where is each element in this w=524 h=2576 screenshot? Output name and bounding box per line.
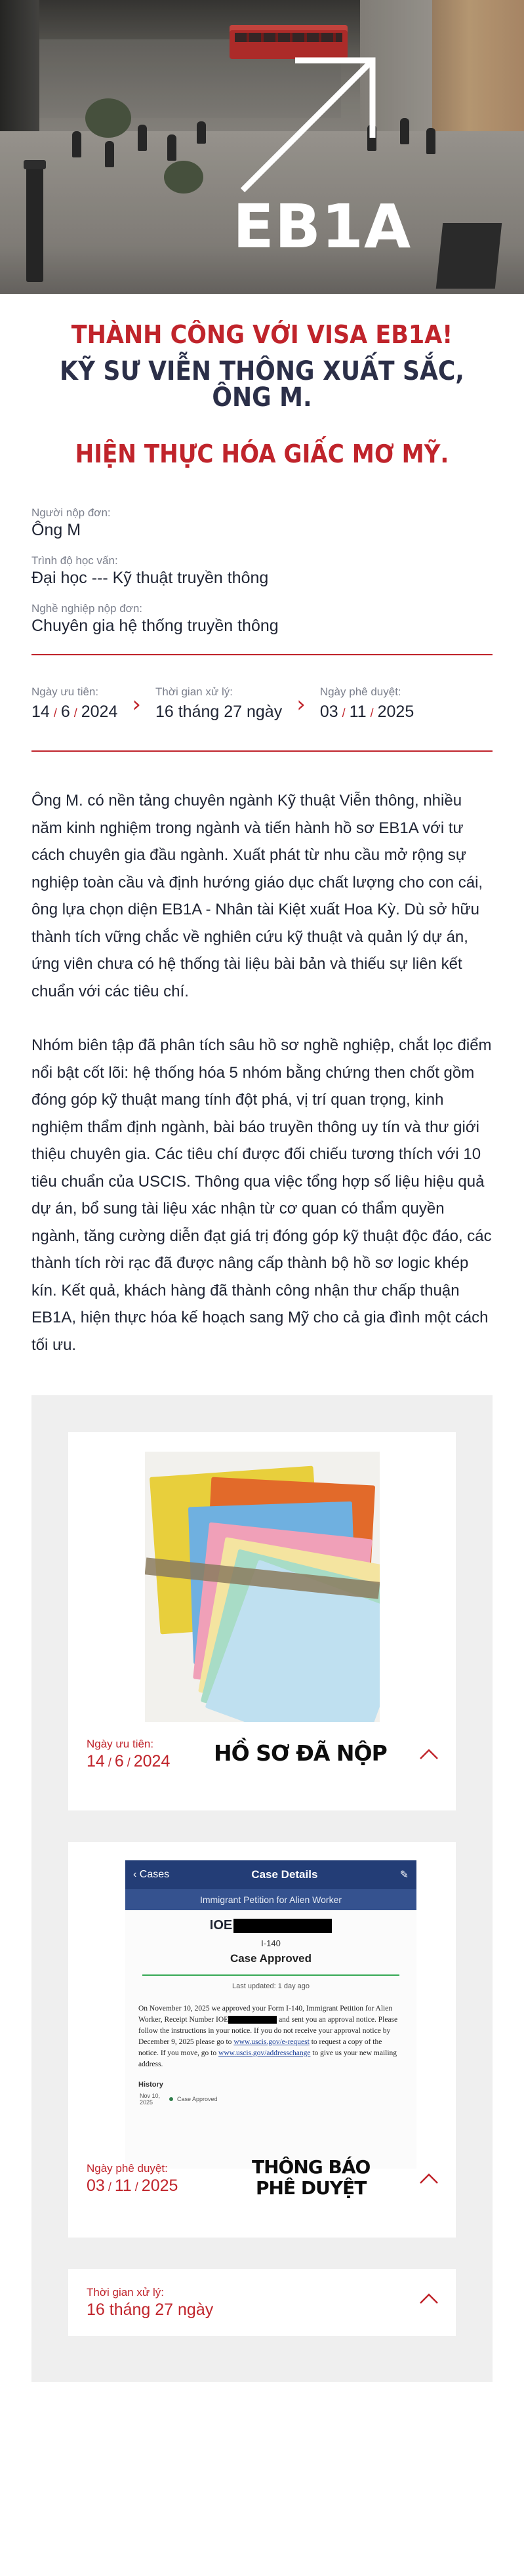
card-approved-day: 03 bbox=[87, 2177, 105, 2195]
card-approved-label: Ngày phê duyệt: bbox=[87, 2162, 168, 2175]
headline-dream: HIỆN THỰC HÓA GIẤC MƠ MỸ. bbox=[75, 440, 449, 468]
chevron-up-icon[interactable] bbox=[419, 2173, 439, 2184]
timeline bbox=[0, 685, 524, 722]
card-approved-year: 2025 bbox=[141, 2177, 178, 2195]
card-approved-title bbox=[252, 2157, 370, 2199]
occupation-label: Nghề nghiệp nộp đơn: bbox=[31, 602, 143, 615]
phone-receipt bbox=[125, 1918, 416, 1933]
phone-body-4: to give us your new mailing address. bbox=[138, 2049, 397, 2068]
phone-history-date-1: Nov 10, bbox=[140, 2093, 161, 2099]
card-filed-year: 2024 bbox=[133, 1752, 171, 1770]
chevron-left-icon: ‹ bbox=[133, 1869, 140, 1880]
status-dot-icon bbox=[169, 2097, 173, 2101]
card-filed-day: 14 bbox=[87, 1752, 105, 1770]
phone-history-label: History bbox=[138, 2081, 163, 2089]
processing-label: Thời gian xử lý: bbox=[155, 685, 233, 698]
date-separator: / bbox=[73, 706, 77, 720]
phone-link-request: www.uscis.gov/e-request bbox=[233, 2038, 310, 2046]
phone-history-event: Case Approved bbox=[177, 2096, 218, 2102]
education-label: Trình độ học vấn: bbox=[31, 554, 118, 567]
card-filed-month: 6 bbox=[114, 1752, 124, 1770]
profile-info bbox=[0, 506, 524, 636]
phone-body-2: and sent you an approval notice. Please follow the instructions in your notice. If you do not receive your approval notice by December 9, 2025 please go to bbox=[138, 2016, 398, 2046]
divider bbox=[31, 654, 493, 655]
phone-body bbox=[138, 2003, 403, 2070]
phone-history-row bbox=[140, 2093, 403, 2106]
phone-nav-title: Case Details bbox=[251, 1868, 318, 1881]
redaction-bar bbox=[228, 2016, 277, 2024]
approval-day: 03 bbox=[319, 703, 338, 721]
date-separator: / bbox=[108, 2180, 111, 2194]
priority-date bbox=[31, 703, 117, 722]
education-group bbox=[31, 554, 493, 588]
priority-label: Ngày ưu tiên: bbox=[31, 685, 99, 698]
phone-body-1: On November 10, 2025 we approved your Form I-140, Immigrant Petition for Alien Worker, Receipt Number IOE bbox=[138, 2005, 393, 2024]
phone-subtitle: Immigrant Petition for Alien Worker bbox=[125, 1889, 416, 1910]
card-filed-meta bbox=[87, 1738, 170, 1771]
phone-link-address: www.uscis.gov/addresschange bbox=[218, 2049, 311, 2057]
card-processing-meta bbox=[87, 2286, 213, 2320]
card-approved-month: 11 bbox=[114, 2177, 132, 2195]
date-separator: / bbox=[134, 2180, 138, 2194]
approval-label: Ngày phê duyệt: bbox=[319, 685, 401, 698]
headline-engineer-line1: KỸ SƯ VIỄN THÔNG XUẤT SẮC, bbox=[60, 356, 464, 386]
phone-body-3: to request a copy of the notice. If you move, go to bbox=[138, 2038, 382, 2057]
evidence-section bbox=[31, 1395, 493, 2382]
card-approved-title-line2: PHÊ DUYỆT bbox=[256, 2177, 367, 2199]
case-story bbox=[0, 787, 524, 1359]
card-processing-label: Thời gian xử lý: bbox=[87, 2286, 164, 2299]
story-paragraph-1: Ông M. có nền tảng chuyên ngành Kỹ thuật Viễn thông, nhiều năm kinh nghiệm trong ngành và tiến hành hồ sơ EB1A với tư cách chuyên gia đầu ngành. Xuất phát từ nhu cầu mở rộng sự nghiệp toàn cầu và định hướng giáo dục chất lượng cho con cái, ông lựa chọn diện EB1A - Nhân tài Kiệt xuất Hoa Kỳ. Dù sở hữu thành tích vững chắc về nghiên cứu kỹ thuật và quản lý dự án, ứng viên chưa có hệ thống tài liệu bài bản và thiếu sự liên kết chuẩn với các tiêu chí. bbox=[31, 792, 483, 1000]
card-filed-date bbox=[87, 1752, 170, 1771]
headline-engineer bbox=[26, 358, 498, 411]
date-separator: / bbox=[342, 706, 346, 720]
date-separator: / bbox=[108, 1756, 111, 1769]
date-separator: / bbox=[370, 706, 374, 720]
phone-back-label: Cases bbox=[139, 1869, 170, 1880]
timeline-processing bbox=[155, 685, 282, 722]
timeline-approval bbox=[320, 685, 414, 722]
approval-year: 2025 bbox=[377, 703, 414, 721]
phone-status: Case Approved bbox=[230, 1952, 312, 1965]
documents-photo bbox=[145, 1452, 380, 1722]
chevron-up-icon[interactable] bbox=[419, 1748, 439, 1760]
headline-success: THÀNH CÔNG VỚI VISA EB1A! bbox=[71, 320, 453, 349]
story-paragraph-2: Nhóm biên tập đã phân tích sâu hồ sơ nghề nghiệp, chắt lọc điểm nổi bật cốt lõi: hệ thống hóa 5 nhóm bằng chứng then chốt gồm đóng góp kỹ thuật mang tính đột phá, vị trí quan trọng, kinh nghiệm thẩm định ngành, bài báo truyền thông uy tín và thư giới thiệu chuyên gia. Các tiêu chí được đối chiếu tương thích với 10 tiêu chuẩn của USCIS. Thông qua việc tổng hợp số liệu hiệu quả dự án, bổ sung tài liệu xác nhận từ cơ quan có thẩm quyền ngành, tăng cường diễn đạt giá trị đóng góp kỹ thuật độc đáo, các thành tích rời rạc đã được nâng cấp thành bộ hồ sơ logic khép kín. Kết quả, khách hàng đã thành công nhận thư chấp thuận EB1A, hiện thực hóa kế hoạch sang Mỹ cho cả gia đình một cách tối ưu. bbox=[31, 1036, 492, 1354]
uscis-case-screenshot bbox=[125, 1860, 416, 2169]
occupation-value: Chuyên gia hệ thống truyền thông bbox=[31, 617, 279, 635]
headline-engineer-line2: ÔNG M. bbox=[212, 382, 312, 413]
education-value: Đại học --- Kỹ thuật truyền thông bbox=[31, 569, 269, 587]
pencil-icon: ✎ bbox=[399, 1870, 409, 1881]
divider bbox=[31, 750, 493, 752]
redaction-bar bbox=[233, 1919, 332, 1933]
eb1a-logo: EB1A bbox=[233, 192, 412, 262]
phone-updated: Last updated: 1 day ago bbox=[232, 1982, 310, 1990]
hero-banner bbox=[0, 0, 524, 294]
card-processing-value: 16 tháng 27 ngày bbox=[87, 2300, 214, 2319]
chevron-right-icon: › bbox=[132, 691, 141, 718]
timeline-priority bbox=[31, 685, 117, 722]
priority-month: 6 bbox=[60, 703, 70, 721]
date-separator: / bbox=[127, 1756, 131, 1769]
chevron-right-icon: › bbox=[296, 691, 306, 718]
card-approved-meta bbox=[87, 2162, 178, 2196]
phone-status-bar bbox=[142, 1974, 399, 1976]
card-approved-title-line1: THÔNG BÁO bbox=[252, 2156, 371, 2178]
applicant-group bbox=[31, 506, 493, 540]
applicant-label: Người nộp đơn: bbox=[31, 506, 111, 519]
arrow-up-right-icon bbox=[236, 46, 387, 197]
priority-year: 2024 bbox=[81, 703, 118, 721]
date-separator: / bbox=[53, 706, 57, 720]
phone-form: I-140 bbox=[261, 1938, 281, 1948]
card-approved-date bbox=[87, 2177, 178, 2196]
phone-history-date bbox=[140, 2093, 160, 2106]
card-filed-title: HỒ SƠ ĐÃ NỘP bbox=[214, 1740, 387, 1766]
card-approved bbox=[68, 1842, 456, 2238]
processing-value: 16 tháng 27 ngày bbox=[155, 703, 283, 721]
occupation-group bbox=[31, 602, 493, 636]
phone-navbar bbox=[125, 1860, 416, 1889]
chevron-up-icon[interactable] bbox=[419, 2293, 439, 2304]
phone-receipt-prefix: IOE bbox=[209, 1918, 233, 1932]
card-filed-label: Ngày ưu tiên: bbox=[87, 1738, 154, 1750]
card-filed bbox=[68, 1432, 456, 1810]
applicant-value: Ông M bbox=[31, 521, 81, 539]
phone-back bbox=[133, 1869, 169, 1881]
approval-date bbox=[320, 703, 414, 722]
page-bottom-spacer bbox=[0, 2382, 524, 2408]
phone-history-date-2: 2025 bbox=[140, 2099, 153, 2106]
priority-day: 14 bbox=[31, 703, 50, 721]
card-processing bbox=[68, 2269, 456, 2336]
approval-month: 11 bbox=[349, 703, 367, 721]
